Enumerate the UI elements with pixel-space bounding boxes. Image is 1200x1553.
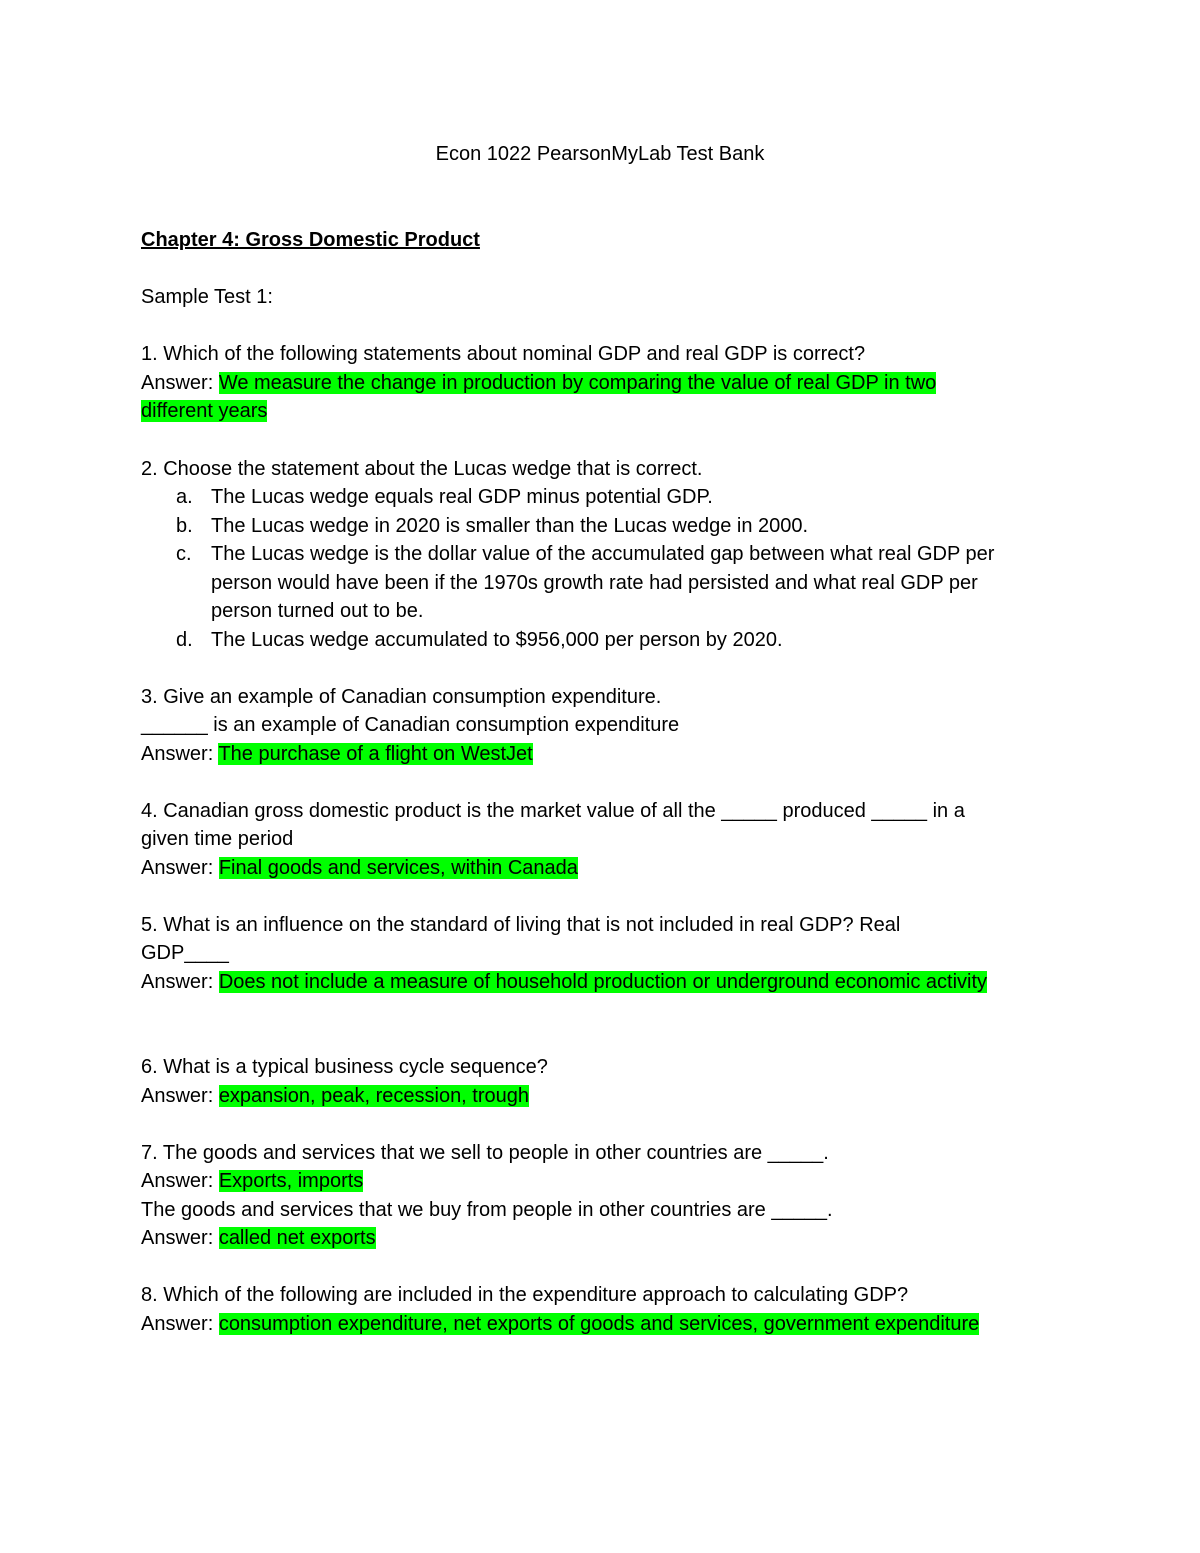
- option-letter: a.: [176, 486, 193, 508]
- answer-1: [141, 369, 936, 397]
- option-letter: d.: [176, 629, 193, 651]
- option-letter: c.: [176, 543, 192, 565]
- question-4: 4. Canadian gross domestic product is the market value of all the _____ produced _____ in a: [141, 800, 965, 822]
- option-text: The Lucas wedge equals real GDP minus potential GDP.: [211, 486, 713, 508]
- answer-6: [141, 1082, 529, 1110]
- answer-1-text-line1: We measure the change in production by comparing the value of real GDP in two: [218, 372, 937, 394]
- option-letter: b.: [176, 515, 193, 537]
- answer-1-text-line2: different years: [141, 400, 268, 422]
- question-2: 2. Choose the statement about the Lucas wedge that is correct.: [141, 458, 703, 480]
- answer-1-continuation: [141, 397, 267, 425]
- option-text: person would have been if the 1970s growth rate had persisted and what real GDP per: [211, 572, 978, 594]
- question-7b: The goods and services that we buy from people in other countries are _____.: [141, 1199, 833, 1221]
- option-text: The Lucas wedge accumulated to $956,000 per person by 2020.: [211, 629, 783, 651]
- option-text: person turned out to be.: [211, 600, 424, 622]
- question-6: 6. What is a typical business cycle sequence?: [141, 1056, 548, 1078]
- question-7a: 7. The goods and services that we sell to people in other countries are _____.: [141, 1142, 829, 1164]
- question-4-continued: given time period: [141, 828, 294, 850]
- question-1: 1. Which of the following statements about nominal GDP and real GDP is correct?: [141, 343, 866, 365]
- answer-7a: [141, 1167, 363, 1195]
- answer-5: [141, 968, 987, 996]
- answer-8: [141, 1310, 979, 1338]
- question-3-blank: ______ is an example of Canadian consumption expenditure: [141, 714, 680, 736]
- sample-test-label: Sample Test 1:: [141, 286, 273, 308]
- answer-3: [141, 740, 533, 768]
- answer-4-text: Final goods and services, within Canada: [218, 857, 578, 879]
- answer-3-text: The purchase of a flight on WestJet: [218, 743, 533, 765]
- answer-8-text: consumption expenditure, net exports of goods and services, government expenditure: [218, 1313, 980, 1335]
- answer-label: Answer:: [141, 857, 214, 879]
- answer-label: Answer:: [141, 372, 214, 394]
- answer-7b: [141, 1224, 376, 1252]
- answer-7b-text: called net exports: [218, 1227, 376, 1249]
- question-3: 3. Give an example of Canadian consumption expenditure.: [141, 686, 662, 708]
- answer-label: Answer:: [141, 1227, 214, 1249]
- question-8: 8. Which of the following are included in the expenditure approach to calculating GDP?: [141, 1284, 909, 1306]
- answer-4: [141, 854, 578, 882]
- answer-label: Answer:: [141, 743, 214, 765]
- question-5: 5. What is an influence on the standard of living that is not included in real GDP? Real: [141, 914, 901, 936]
- answer-label: Answer:: [141, 1170, 214, 1192]
- answer-label: Answer:: [141, 971, 214, 993]
- answer-5-text: Does not include a measure of household production or underground economic activity: [218, 971, 988, 993]
- answer-label: Answer:: [141, 1313, 214, 1335]
- answer-7a-text: Exports, imports: [218, 1170, 364, 1192]
- document-title: Econ 1022 PearsonMyLab Test Bank: [435, 143, 765, 165]
- answer-label: Answer:: [141, 1085, 214, 1107]
- option-text: The Lucas wedge in 2020 is smaller than the Lucas wedge in 2000.: [211, 515, 809, 537]
- answer-6-text: expansion, peak, recession, trough: [218, 1085, 530, 1107]
- chapter-heading: Chapter 4: Gross Domestic Product: [141, 229, 480, 251]
- option-text: The Lucas wedge is the dollar value of the accumulated gap between what real GDP per: [211, 543, 995, 565]
- question-5-continued: GDP____: [141, 942, 229, 964]
